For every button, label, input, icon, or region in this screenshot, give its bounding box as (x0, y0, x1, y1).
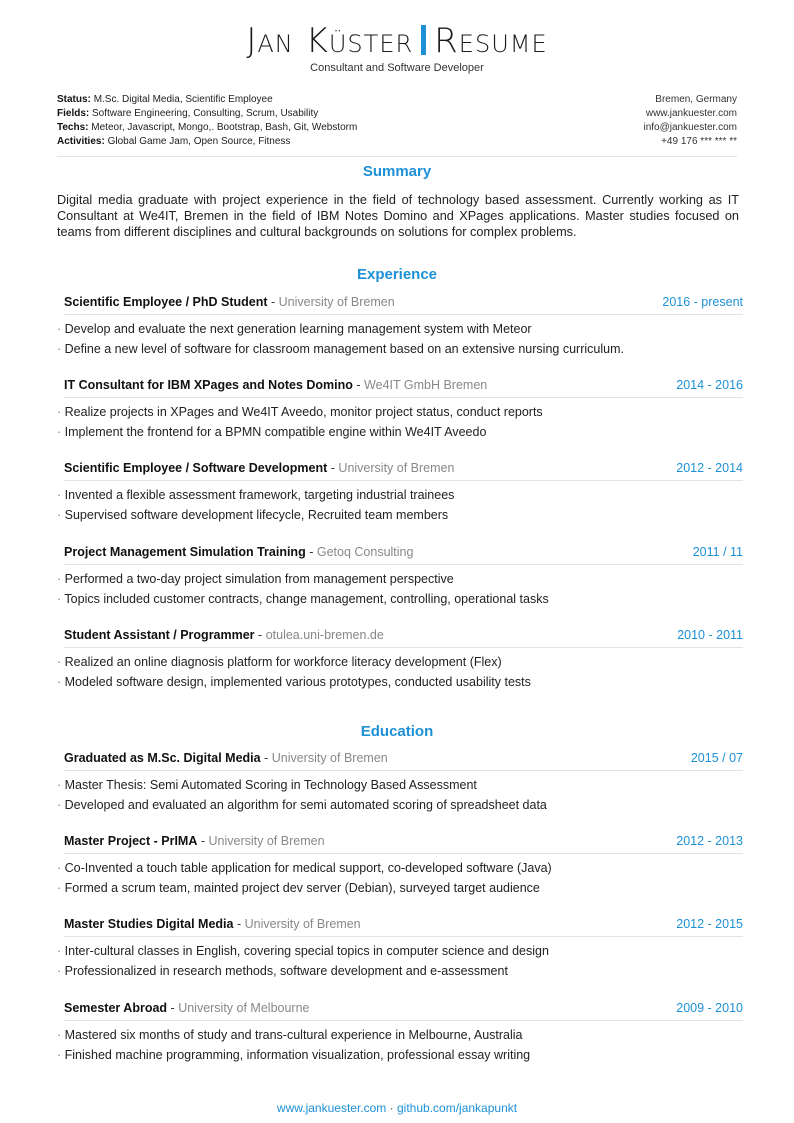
activities-label: Activities: (57, 136, 105, 147)
entry-date: 2009 - 2010 (676, 1001, 743, 1015)
entry-title: Semester Abroad (64, 1001, 168, 1015)
entry-bullet: · Mastered six months of study and trans-cultural experience in Melbourne, Australia (57, 1025, 743, 1045)
status-value: M.Sc. Digital Media, Scientific Employee (93, 94, 273, 105)
entry-title: Master Studies Digital Media (64, 917, 234, 931)
entry-title: Scientific Employee / PhD Student (64, 295, 268, 309)
status-label: Status: (57, 94, 91, 105)
footer-separator: · (389, 1101, 394, 1115)
website-link[interactable]: www.jankuester.com (645, 108, 737, 119)
location: Bremen, Germany (655, 94, 737, 105)
entry-title: Student Assistant / Programmer (64, 628, 255, 642)
techs-label: Techs: (57, 122, 89, 133)
education-entry: Master Project - PrIMA - University of Bremen 2012 - 2013 · Co-Invented a touch table application for medical support, co-developed software (Java) · Formed a scrum team, mainted project dev server (Debian), surveyed target audience (57, 832, 743, 898)
education-entry: Graduated as M.Sc. Digital Media - University of Bremen 2015 / 07 · Master Thesis: Semi Automated Scoring in Technology Based Assessment · Developed and evaluated an algorithm for semi automated scoring of spreadsheet data (57, 749, 743, 815)
entry-org: University of Bremen (338, 461, 455, 475)
entry-divider (64, 397, 743, 398)
education-entry: Semester Abroad - University of Melbourne 2009 - 2010 · Mastered six months of study and trans-cultural experience in Melbourne, Australia · Finished machine programming, information visualization, professional essay writing (57, 999, 743, 1065)
resume-header (0, 20, 794, 74)
entry-bullet: · Modeled software design, implemented various prototypes, conducted usability tests (57, 672, 743, 692)
entry-bullet: · Invented a flexible assessment framework, targeting industrial trainees (57, 485, 743, 505)
experience-entry: Scientific Employee / PhD Student - University of Bremen 2016 - present · Develop and evaluate the next generation learning management system with Meteor · Define a new level of software for classroom management based on an extensive nursing curriculum. (57, 293, 743, 359)
entry-date: 2012 - 2013 (676, 834, 743, 848)
entry-org: University of Bremen (271, 751, 388, 765)
entry-org: University of Bremen (244, 917, 361, 931)
techs-value: Meteor, Javascript, Mongo,. Bootstrap, Bash, Git, Webstorm (91, 122, 358, 133)
techs-line (57, 121, 357, 135)
footer-website-link[interactable]: www.jankuester.com (276, 1101, 387, 1115)
entry-bullet: · Professionalized in research methods, software development and e-assessment (57, 961, 743, 981)
entry-date: 2014 - 2016 (676, 378, 743, 392)
profile-facts (57, 93, 357, 149)
entry-org: University of Bremen (208, 834, 325, 848)
entry-bullet: · Formed a scrum team, mainted project dev server (Debian), surveyed target audience (57, 878, 743, 898)
entry-title: IT Consultant for IBM XPages and Notes Domino (64, 378, 353, 392)
activities-value: Global Game Jam, Open Source, Fitness (107, 136, 291, 147)
experience-entry: Scientific Employee / Software Development - University of Bremen 2012 - 2014 · Invented a flexible assessment framework, targeting industrial trainees · Supervised software development lifecycle, Recruited team members (57, 459, 743, 525)
footer-github-link[interactable]: github.com/jankapunkt (397, 1101, 518, 1115)
entry-date: 2011 / 11 (692, 545, 743, 559)
author-name: Jan Küster (246, 21, 414, 61)
experience-heading: Experience (356, 266, 438, 283)
experience-entry: Project Management Simulation Training - Getoq Consulting 2011 / 11 · Performed a two-day project simulation from management perspective · Topics included customer contracts, change management, controlling, operational tasks (57, 543, 743, 609)
entry-divider (64, 564, 743, 565)
entry-bullet: · Implement the frontend for a BPMN compatible engine within We4IT Aveedo (57, 422, 743, 442)
entry-bullet: · Inter-cultural classes in English, covering special topics in computer science and design (57, 941, 743, 961)
summary-text: Digital media graduate with project experience in the field of technology based assessment. Currently working as IT Consultant at We4IT, Bremen in the field of IBM Notes Domino and XPages applications. Master studies focused on teams from different disciplines and cultural backgrounds on solutions for complex problems. (57, 193, 739, 239)
entry-divider (64, 936, 743, 937)
entry-title: Graduated as M.Sc. Digital Media (64, 751, 261, 765)
experience-entry: IT Consultant for IBM XPages and Notes Domino - We4IT GmbH Bremen 2014 - 2016 · Realize projects in XPages and We4IT Aveedo, monitor project status, conduct reports · Implement the frontend for a BPMN compatible engine within We4IT Aveedo (57, 376, 743, 442)
entry-bullet: · Define a new level of software for classroom management based on an extensive nursing curriculum. (57, 339, 743, 359)
entry-org: University of Melbourne (178, 1001, 310, 1015)
experience-entry: Student Assistant / Programmer - otulea.uni-bremen.de 2010 - 2011 · Realized an online diagnosis platform for workforce literacy development (Flex) · Modeled software design, implemented various prototypes, conducted usability tests (57, 626, 743, 692)
fields-label: Fields: (57, 108, 90, 119)
entry-divider (64, 314, 743, 315)
education-heading: Education (360, 723, 434, 740)
status-line (57, 93, 357, 107)
entry-divider (64, 647, 743, 648)
fields-line (57, 107, 357, 121)
entry-bullet: · Master Thesis: Semi Automated Scoring in Technology Based Assessment (57, 775, 743, 795)
entry-org: Getoq Consulting (316, 545, 414, 559)
entry-date: 2012 - 2015 (676, 917, 743, 931)
fields-value: Software Engineering, Consulting, Scrum, Usability (92, 108, 319, 119)
footer (0, 1101, 794, 1115)
document-title: Resume (434, 21, 548, 61)
subtitle: Consultant and Software Developer (310, 62, 484, 74)
email-link[interactable]: info@jankuester.com (643, 122, 737, 133)
page-title (0, 20, 794, 62)
entry-org: We4IT GmbH Bremen (364, 378, 488, 392)
entry-bullet: · Develop and evaluate the next generation learning management system with Meteor (57, 319, 743, 339)
summary-heading: Summary (362, 163, 432, 180)
entry-divider (64, 853, 743, 854)
entry-divider (64, 1020, 743, 1021)
entry-title: Scientific Employee / Software Development (64, 461, 328, 475)
entry-date: 2016 - present (662, 295, 743, 309)
entry-bullet: · Co-Invented a touch table application for medical support, co-developed software (Java) (57, 858, 743, 878)
entry-org[interactable]: otulea.uni-bremen.de (265, 628, 384, 642)
entry-bullet: · Finished machine programming, information visualization, professional essay writing (57, 1045, 743, 1065)
entry-org: University of Bremen (278, 295, 395, 309)
header-divider (57, 156, 737, 157)
education-entry: Master Studies Digital Media - University of Bremen 2012 - 2015 · Inter-cultural classes in English, covering special topics in computer science and design · Professionalized in research methods, software development and e-assessment (57, 915, 743, 981)
entry-bullet: · Topics included customer contracts, change management, controlling, operational tasks (57, 589, 743, 609)
entry-date: 2012 - 2014 (676, 461, 743, 475)
entry-bullet: · Performed a two-day project simulation from management perspective (57, 569, 743, 589)
entry-bullet: · Realized an online diagnosis platform for workforce literacy development (Flex) (57, 652, 743, 672)
entry-title: Project Management Simulation Training (64, 545, 306, 559)
entry-title: Master Project - PrIMA (64, 834, 198, 848)
entry-date: 2015 / 07 (690, 751, 743, 765)
entry-date: 2010 - 2011 (677, 628, 743, 642)
activities-line (57, 135, 357, 149)
entry-divider (64, 480, 743, 481)
title-divider (421, 25, 426, 55)
contact-info (643, 93, 737, 149)
phone: +49 176 *** *** ** (661, 136, 737, 147)
entry-bullet: · Developed and evaluated an algorithm for semi automated scoring of spreadsheet data (57, 795, 743, 815)
entry-bullet: · Supervised software development lifecycle, Recruited team members (57, 505, 743, 525)
entry-bullet: · Realize projects in XPages and We4IT Aveedo, monitor project status, conduct reports (57, 402, 743, 422)
entry-divider (64, 770, 743, 771)
